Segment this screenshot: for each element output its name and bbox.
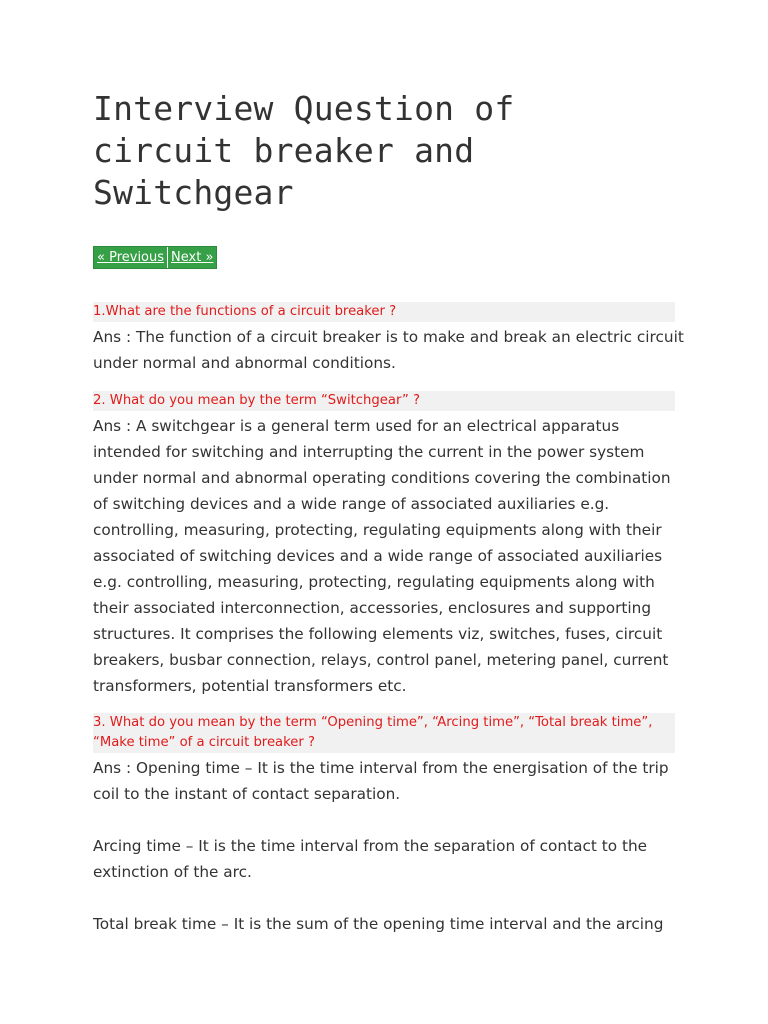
answer-line: associated of switching devices and a wide range of associated auxiliaries (93, 547, 663, 565)
answer-line: under normal and abnormal conditions. (93, 354, 396, 372)
answer-line: intended for switching and interrupting the current in the power system (93, 443, 645, 461)
answer-line: transformers, potential transformers etc. (93, 677, 407, 695)
answer-line: e.g. controlling, measuring, protecting, regulating equipments along with (93, 573, 655, 591)
question-line: 2. What do you mean by the term “Switchgear” ? (93, 393, 420, 408)
question-line: “Make time” of a circuit breaker ? (93, 735, 316, 750)
page-title (93, 88, 693, 214)
answer-line: structures. It comprises the following elements viz, switches, fuses, circuit (93, 625, 663, 643)
answer-line: extinction of the arc. (93, 863, 252, 881)
answer-2 (93, 413, 683, 699)
answer-line: their associated interconnection, accessories, enclosures and supporting (93, 599, 652, 617)
previous-link[interactable]: « Previous (94, 247, 167, 268)
answer-line (93, 885, 683, 911)
answer-3 (93, 755, 683, 937)
answer-line: controlling, measuring, protecting, regulating equipments along with their (93, 521, 662, 539)
answer-line: Total break time – It is the sum of the opening time interval and the arcing (93, 915, 664, 933)
title-line: Interview Question of (93, 89, 515, 128)
question-1 (93, 302, 675, 322)
answer-line: breakers, busbar connection, relays, control panel, metering panel, current (93, 651, 669, 669)
answer-line: Ans : Opening time – It is the time interval from the energisation of the trip (93, 759, 669, 777)
next-link[interactable]: Next » (167, 247, 216, 268)
answer-line: Ans : A switchgear is a general term used for an electrical apparatus (93, 417, 620, 435)
question-line: 1.What are the functions of a circuit breaker ? (93, 304, 397, 319)
answer-line: of switching devices and a wide range of associated auxiliaries e.g. (93, 495, 610, 513)
answer-line: Ans : The function of a circuit breaker is to make and break an electric circuit (93, 328, 684, 346)
title-line: circuit breaker and (93, 131, 475, 170)
pagination-nav (93, 246, 217, 269)
question-line: 3. What do you mean by the term “Opening time”, “Arcing time”, “Total break time”, (93, 715, 653, 730)
answer-line (93, 807, 683, 833)
question-2 (93, 391, 675, 411)
answer-line: Arcing time – It is the time interval from the separation of contact to the (93, 837, 648, 855)
answer-line: coil to the instant of contact separation. (93, 785, 401, 803)
answer-1 (93, 324, 683, 376)
title-line: Switchgear (93, 173, 294, 212)
question-3 (93, 713, 675, 753)
answer-line: under normal and abnormal operating conditions covering the combination (93, 469, 671, 487)
